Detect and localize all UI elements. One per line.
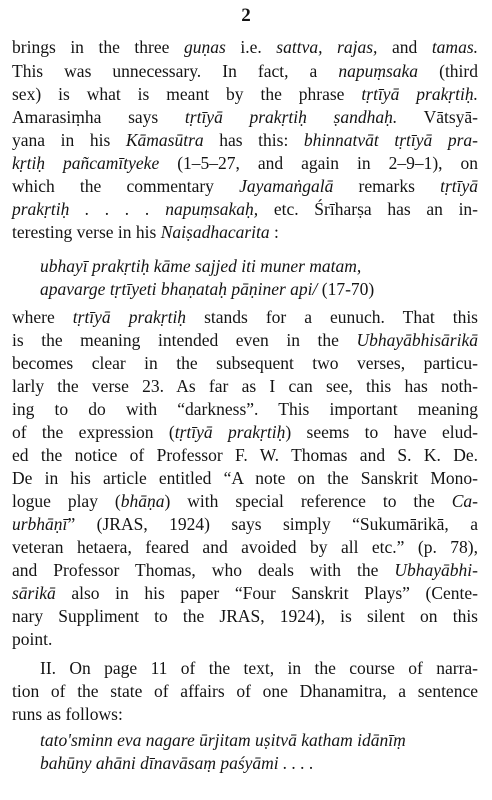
italic-text: Ubhayābhi- <box>394 560 478 580</box>
text-run: where <box>12 307 73 327</box>
text-run: ing to do with “darkness”. This important meaning <box>12 399 478 419</box>
text-line <box>12 83 478 105</box>
text-line <box>12 375 478 397</box>
italic-text: tṛtīyā prakṛtiḥ <box>174 422 286 442</box>
italic-text: ubhayī prakṛtiḥ kāme sajjed iti muner matam, <box>40 256 362 276</box>
text-line <box>12 490 478 512</box>
italic-text: Jayamaṅgalā <box>239 176 334 196</box>
text-line <box>12 60 478 82</box>
italic-text: tato'sminn eva nagare ūrjitam uṣitvā katham idānīṃ <box>40 730 406 750</box>
text-line <box>12 467 478 489</box>
text-run: ) seems to have elud- <box>285 422 478 442</box>
text-line <box>40 752 478 774</box>
text-run: : <box>269 222 279 242</box>
text-line <box>12 106 478 128</box>
text-line <box>12 680 478 702</box>
text-run: larly the verse 23. As far as I can see, this has noth- <box>12 376 478 396</box>
text-run: teresting verse in his <box>12 222 161 242</box>
text-line <box>40 657 478 679</box>
text-line <box>12 352 478 374</box>
text-run: is the meaning intended even in the <box>12 330 357 350</box>
text-run: has this: <box>203 130 304 150</box>
text-line <box>12 605 478 627</box>
italic-text: prakṛtiḥ . . . . napuṃsakaḥ, <box>12 199 259 219</box>
italic-text: urbhāṇī <box>12 514 68 534</box>
text-run: ed the notice of Professor F. W. Thomas and S. K. De. <box>12 445 478 465</box>
text-run: veteran hetaera, feared and avoided by all etc.” (p. 78), <box>12 537 478 557</box>
text-line <box>12 152 478 174</box>
text-run: ” (JRAS, 1924) says simply “Sukumārikā, a <box>67 514 478 534</box>
text-line <box>12 198 478 220</box>
text-run: tion of the state of affairs of one Dhanamitra, a sentence <box>12 681 478 701</box>
text-run: Amarasiṃha says <box>12 107 185 127</box>
text-line <box>12 306 478 328</box>
text-run: (1–5–27, and again in 2–9–1), on <box>159 153 478 173</box>
text-run: sex) is what is meant by the phrase <box>12 84 362 104</box>
text-run: yana in his <box>12 130 126 150</box>
text-run: runs as follows: <box>12 704 123 724</box>
text-line <box>40 729 478 751</box>
text-run: which the commentary <box>12 176 240 196</box>
text-run: becomes clear in the subsequent two verses, particu- <box>12 353 478 373</box>
text-line <box>12 36 478 58</box>
text-line <box>12 444 478 466</box>
text-run: stands for a eunuch. That this <box>186 307 478 327</box>
text-line <box>12 398 478 420</box>
italic-text: Naiṣadhacarita <box>160 222 270 242</box>
italic-text: sattva, rajas, <box>276 37 378 57</box>
text-line <box>12 421 478 443</box>
italic-text: bhinnatvāt tṛtīyā pra- <box>303 130 478 150</box>
italic-text: guṇas <box>183 37 226 57</box>
italic-text: bhāṇa <box>120 491 165 511</box>
text-line <box>12 536 478 558</box>
text-line <box>40 255 478 277</box>
italic-text: apavarge tṛtīyeti bhaṇataḥ pāṇiner api/ <box>40 279 318 299</box>
italic-text: sārikā <box>12 583 56 603</box>
italic-text: napuṃsaka <box>338 61 419 81</box>
text-line <box>12 329 478 351</box>
text-run: and <box>377 37 432 57</box>
italic-text: tamas. <box>431 37 478 57</box>
text-line <box>12 175 478 197</box>
text-line <box>12 513 478 535</box>
text-line <box>12 129 478 151</box>
text-line <box>12 559 478 581</box>
text-run: nary Suppliment to the JRAS, 1924), is silent on this <box>12 606 478 626</box>
text-run: De in his article entitled “A note on the Sanskrit Mono- <box>12 468 478 488</box>
text-run: i.e. <box>225 37 277 57</box>
page-number: 2 <box>241 5 251 26</box>
text-line <box>12 221 478 243</box>
text-run: remarks <box>333 176 441 196</box>
text-run: of the expression ( <box>12 422 175 442</box>
text-line <box>12 703 478 725</box>
text-run: II. On page 11 of the text, in the course of narra- <box>40 658 478 678</box>
italic-text: tṛtīyā prakṛtiḥ <box>72 307 187 327</box>
text-line <box>40 278 478 300</box>
text-run: (17-70) <box>317 279 375 299</box>
text-run: and Professor Thomas, who deals with the <box>12 560 395 580</box>
text-line <box>12 582 478 604</box>
italic-text: kṛtiḥ pañcamītyeke <box>12 153 160 173</box>
italic-text: bahūny ahāni dīnavāsaṃ paśyāmi . . . . <box>40 753 314 773</box>
italic-text: Kāmasūtra <box>125 130 204 150</box>
italic-text: Ubhayābhisārikā <box>356 330 478 350</box>
text-run: This was unnecessary. In fact, a <box>12 61 339 81</box>
text-run: Vātsyā- <box>397 107 478 127</box>
italic-text: tṛtīyā <box>440 176 478 196</box>
text-line <box>12 628 478 650</box>
italic-text: tṛtīyā prakṛtiḥ ṣandhaḥ. <box>184 107 398 127</box>
text-run: etc. Śrīharṣa has an in- <box>258 199 479 219</box>
text-run: ) with special reference to the <box>164 491 452 511</box>
italic-text: Ca- <box>451 491 478 511</box>
text-run: also in his paper “Four Sanskrit Plays” (Cente- <box>55 583 478 603</box>
text-run: logue play ( <box>12 491 121 511</box>
italic-text: tṛtīyā prakṛtiḥ. <box>361 84 479 104</box>
text-run: (third <box>418 61 478 81</box>
text-run: point. <box>12 629 53 649</box>
text-run: brings in the three <box>12 37 184 57</box>
